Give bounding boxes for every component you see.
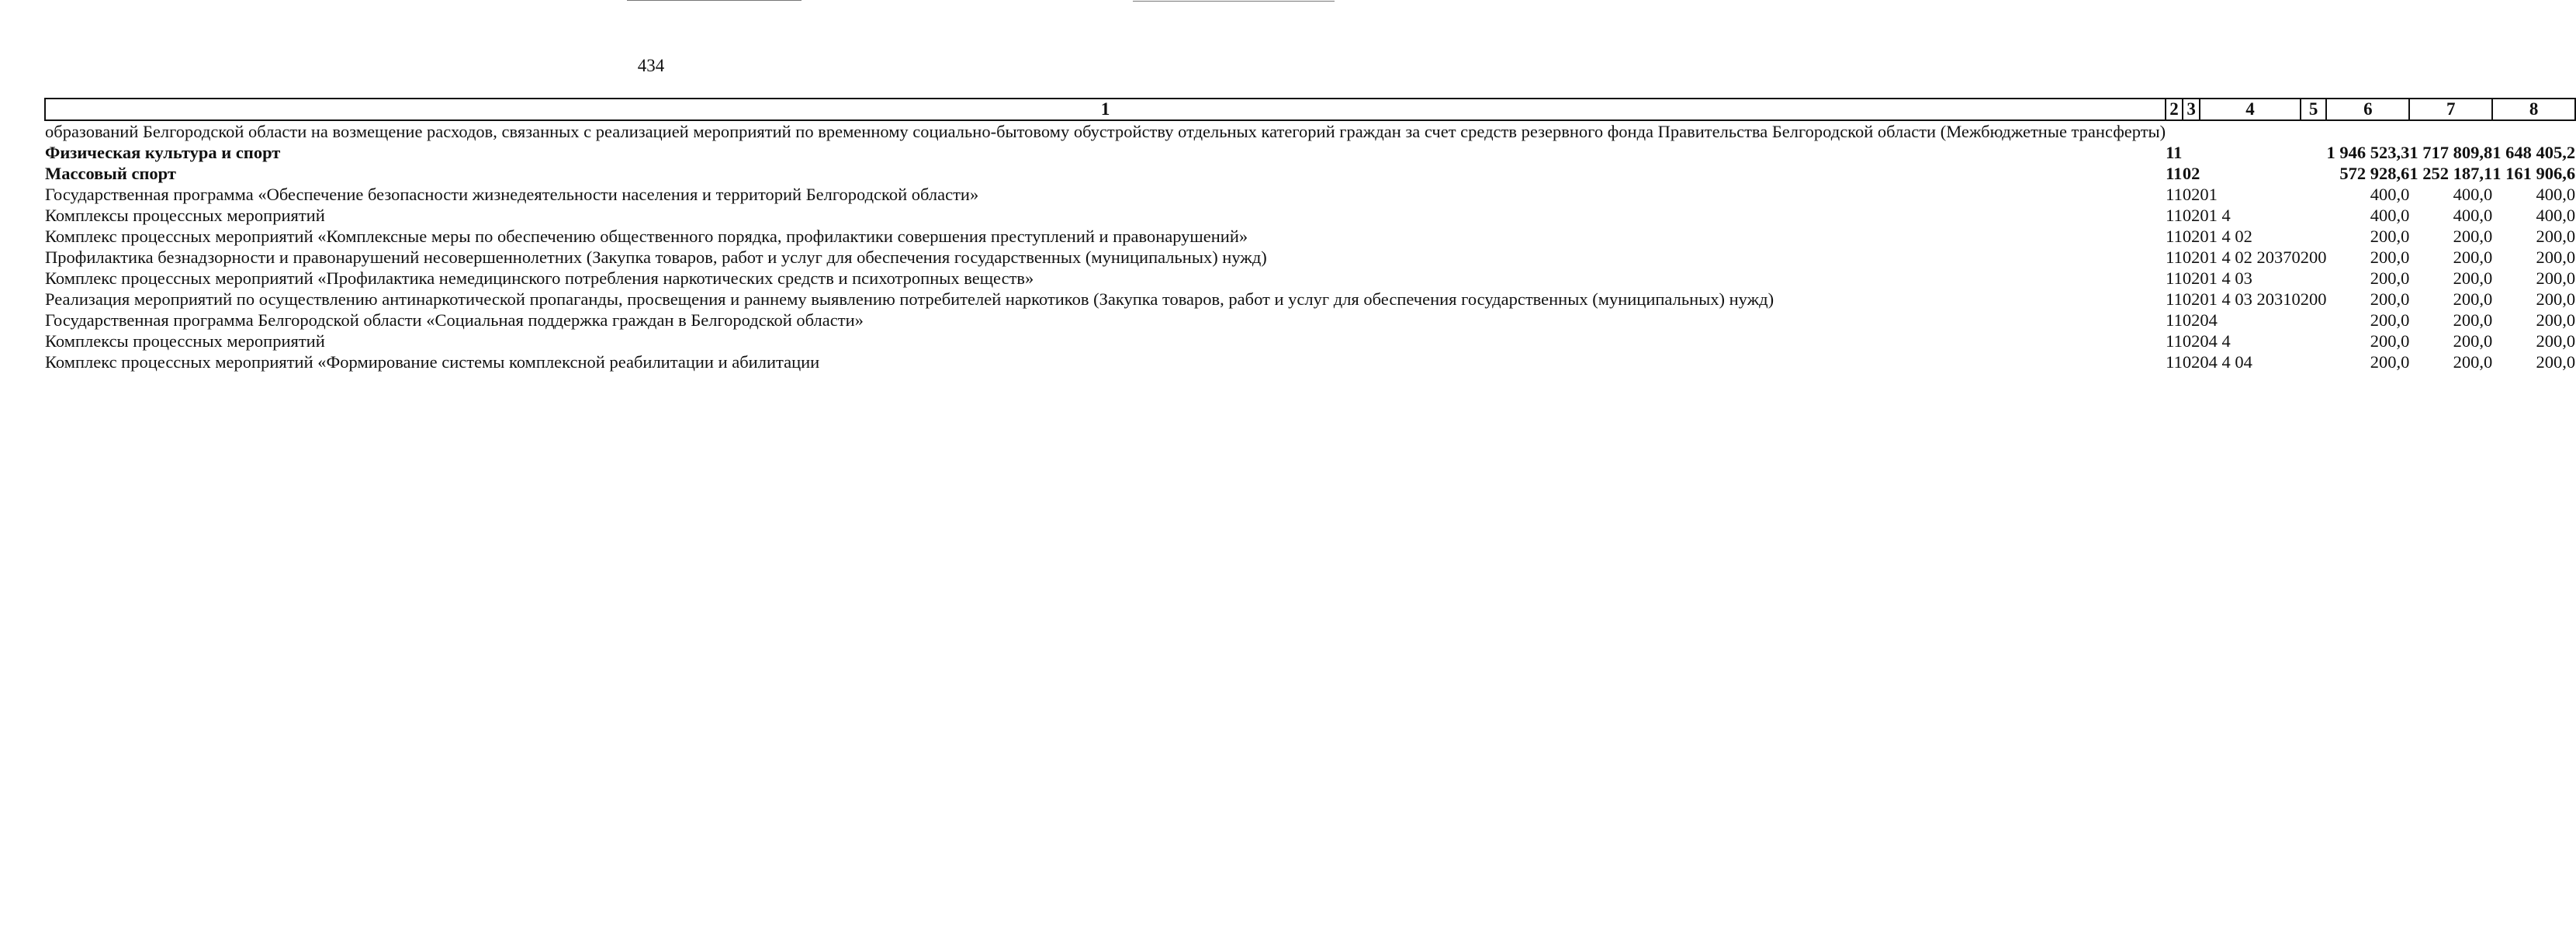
section-code: 11 <box>2166 227 2183 246</box>
subsection-code: 02 <box>2182 289 2200 309</box>
amount-col-8: 200,0 <box>2536 289 2576 309</box>
row-description: Комплексы процессных мероприятий <box>45 206 325 225</box>
section-code: 11 <box>2166 164 2183 183</box>
amount-col-7: 200,0 <box>2453 289 2493 309</box>
amount-col-7: 200,0 <box>2453 227 2493 246</box>
amount-col-8: 400,0 <box>2536 185 2576 204</box>
amount-col-7: 400,0 <box>2453 185 2493 204</box>
target-article-code: 04 4 <box>2200 331 2231 351</box>
expense-type-code: 200 <box>2300 247 2327 267</box>
subsection-code: 02 <box>2182 352 2200 372</box>
amount-col-8: 200,0 <box>2536 247 2576 267</box>
target-article-code: 01 4 02 <box>2200 227 2252 246</box>
header-cell: 6 <box>2326 99 2409 120</box>
subsection-code: 02 <box>2182 331 2200 351</box>
expense-type-code <box>2301 163 2327 184</box>
amount-col-6: 400,0 <box>2370 206 2410 225</box>
expense-type-code <box>2301 142 2327 163</box>
target-article-code <box>2200 120 2300 142</box>
amount-col-6 <box>2326 120 2409 142</box>
amount-col-7: 200,0 <box>2453 331 2493 351</box>
table-row <box>45 163 2575 184</box>
scan-artifact-line <box>627 0 802 1</box>
row-description: Физическая культура и спорт <box>45 143 281 162</box>
section-code: 11 <box>2166 331 2183 351</box>
amount-col-7: 200,0 <box>2453 247 2493 267</box>
amount-col-8: 200,0 <box>2536 310 2576 330</box>
expense-type-code <box>2301 310 2327 331</box>
amount-col-7: 1 717 809,8 <box>2409 143 2493 162</box>
amount-col-7: 400,0 <box>2453 206 2493 225</box>
amount-col-7: 200,0 <box>2453 352 2493 372</box>
section-code <box>2166 120 2183 142</box>
subsection-code: 02 <box>2182 310 2200 330</box>
header-cell: 8 <box>2492 99 2575 120</box>
section-code: 11 <box>2166 289 2183 309</box>
section-code: 11 <box>2166 185 2183 204</box>
section-code: 11 <box>2166 206 2183 225</box>
amount-col-8: 1 161 906,6 <box>2492 164 2576 183</box>
target-article-code: 04 4 04 <box>2200 352 2252 372</box>
amount-col-6: 200,0 <box>2370 289 2410 309</box>
amount-col-6: 572 928,6 <box>2339 164 2410 183</box>
subsection-code <box>2183 142 2200 163</box>
expense-type-code <box>2301 184 2327 205</box>
row-description: Государственная программа «Обеспечение безопасности жизнедеятельности населения и территорий Белгородской области» <box>45 185 979 204</box>
header-cell: 2 <box>2166 99 2183 120</box>
header-cell: 1 <box>45 99 2166 120</box>
amount-col-8: 400,0 <box>2536 206 2576 225</box>
header-cell: 7 <box>2409 99 2492 120</box>
expense-type-code: 200 <box>2300 289 2327 309</box>
expense-type-code <box>2301 120 2327 142</box>
amount-col-6: 200,0 <box>2370 352 2410 372</box>
target-article-code <box>2200 142 2300 163</box>
target-article-code <box>2200 163 2300 184</box>
page-number: 434 <box>637 56 665 75</box>
amount-col-8 <box>2492 120 2575 142</box>
subsection-code: 02 <box>2182 227 2200 246</box>
section-code: 11 <box>2166 310 2183 330</box>
target-article-code: 01 4 02 20370 <box>2200 247 2301 267</box>
section-code: 11 <box>2166 268 2183 288</box>
row-description: Массовый спорт <box>45 164 176 183</box>
expense-type-code <box>2301 226 2327 247</box>
table-row <box>45 268 2575 289</box>
table-row <box>45 289 2575 310</box>
amount-col-6: 200,0 <box>2370 227 2410 246</box>
target-article-code: 01 4 03 <box>2200 268 2252 288</box>
table-body <box>45 120 2575 372</box>
target-article-code: 01 <box>2200 185 2218 204</box>
amount-col-6: 200,0 <box>2370 268 2410 288</box>
row-description: образований Белгородской области на возмещение расходов, связанных с реализацией мероприятий по временному социально-бытовому обустройству отдельных категорий граждан за счет средств резервного фонда Правительства Белгородской области (Межбюджетные трансферты) <box>45 122 2166 141</box>
expense-type-code <box>2301 268 2327 289</box>
table-row <box>45 142 2575 163</box>
header-cell: 5 <box>2301 99 2327 120</box>
section-code: 11 <box>2166 247 2183 267</box>
amount-col-6: 200,0 <box>2370 331 2410 351</box>
amount-col-6: 400,0 <box>2370 185 2410 204</box>
table-row <box>45 351 2575 372</box>
table-row <box>45 331 2575 351</box>
table-row <box>45 184 2575 205</box>
budget-table <box>44 98 2576 372</box>
table-header-row <box>45 99 2575 120</box>
target-article-code: 01 4 <box>2200 206 2231 225</box>
row-description: Профилактика безнадзорности и правонарушений несовершеннолетних (Закупка товаров, работ и услуг для обеспечения государственных (муниципальных) нужд) <box>45 247 1267 267</box>
amount-col-6: 1 946 523,3 <box>2326 143 2410 162</box>
amount-col-8: 200,0 <box>2536 227 2576 246</box>
amount-col-6: 200,0 <box>2370 247 2410 267</box>
amount-col-7: 200,0 <box>2453 310 2493 330</box>
subsection-code: 02 <box>2182 164 2200 183</box>
header-cell: 4 <box>2200 99 2300 120</box>
subsection-code: 02 <box>2182 185 2200 204</box>
subsection-code: 02 <box>2182 268 2200 288</box>
amount-col-8: 200,0 <box>2536 331 2576 351</box>
row-description: Реализация мероприятий по осуществлению антинаркотической пропаганды, просвещения и раннему выявлению потребителей наркотиков (Закупка товаров, работ и услуг для обеспечения государственных (муниципальных) нужд) <box>45 289 1774 309</box>
row-description: Комплексы процессных мероприятий <box>45 331 325 351</box>
table-row <box>45 205 2575 226</box>
section-code: 11 <box>2166 143 2183 162</box>
section-code: 11 <box>2166 352 2183 372</box>
target-article-code: 01 4 03 20310 <box>2200 289 2301 309</box>
amount-col-8: 200,0 <box>2536 268 2576 288</box>
row-description: Государственная программа Белгородской области «Социальная поддержка граждан в Белгородской области» <box>45 310 864 330</box>
subsection-code <box>2183 120 2200 142</box>
amount-col-7: 200,0 <box>2453 268 2493 288</box>
amount-col-7 <box>2409 120 2492 142</box>
table-row <box>45 120 2575 142</box>
row-description: Комплекс процессных мероприятий «Профилактика немедицинского потребления наркотических средств и психотропных веществ» <box>45 268 1034 288</box>
amount-col-8: 1 648 405,2 <box>2492 143 2576 162</box>
header-cell: 3 <box>2183 99 2200 120</box>
scan-artifact-line <box>1133 1 1335 2</box>
subsection-code: 02 <box>2182 206 2200 225</box>
row-description: Комплекс процессных мероприятий «Формирование системы комплексной реабилитации и абилитации <box>45 352 820 372</box>
table-row <box>45 247 2575 268</box>
expense-type-code <box>2301 205 2327 226</box>
expense-type-code <box>2301 331 2327 351</box>
target-article-code: 04 <box>2200 310 2218 330</box>
row-description: Комплекс процессных мероприятий «Комплексные меры по обеспечению общественного порядка, профилактики совершения преступлений и правонарушений» <box>45 227 1248 246</box>
amount-col-8: 200,0 <box>2536 352 2576 372</box>
table-row <box>45 226 2575 247</box>
table-row <box>45 310 2575 331</box>
amount-col-7: 1 252 187,1 <box>2409 164 2493 183</box>
expense-type-code <box>2301 351 2327 372</box>
amount-col-6: 200,0 <box>2370 310 2410 330</box>
subsection-code: 02 <box>2182 247 2200 267</box>
